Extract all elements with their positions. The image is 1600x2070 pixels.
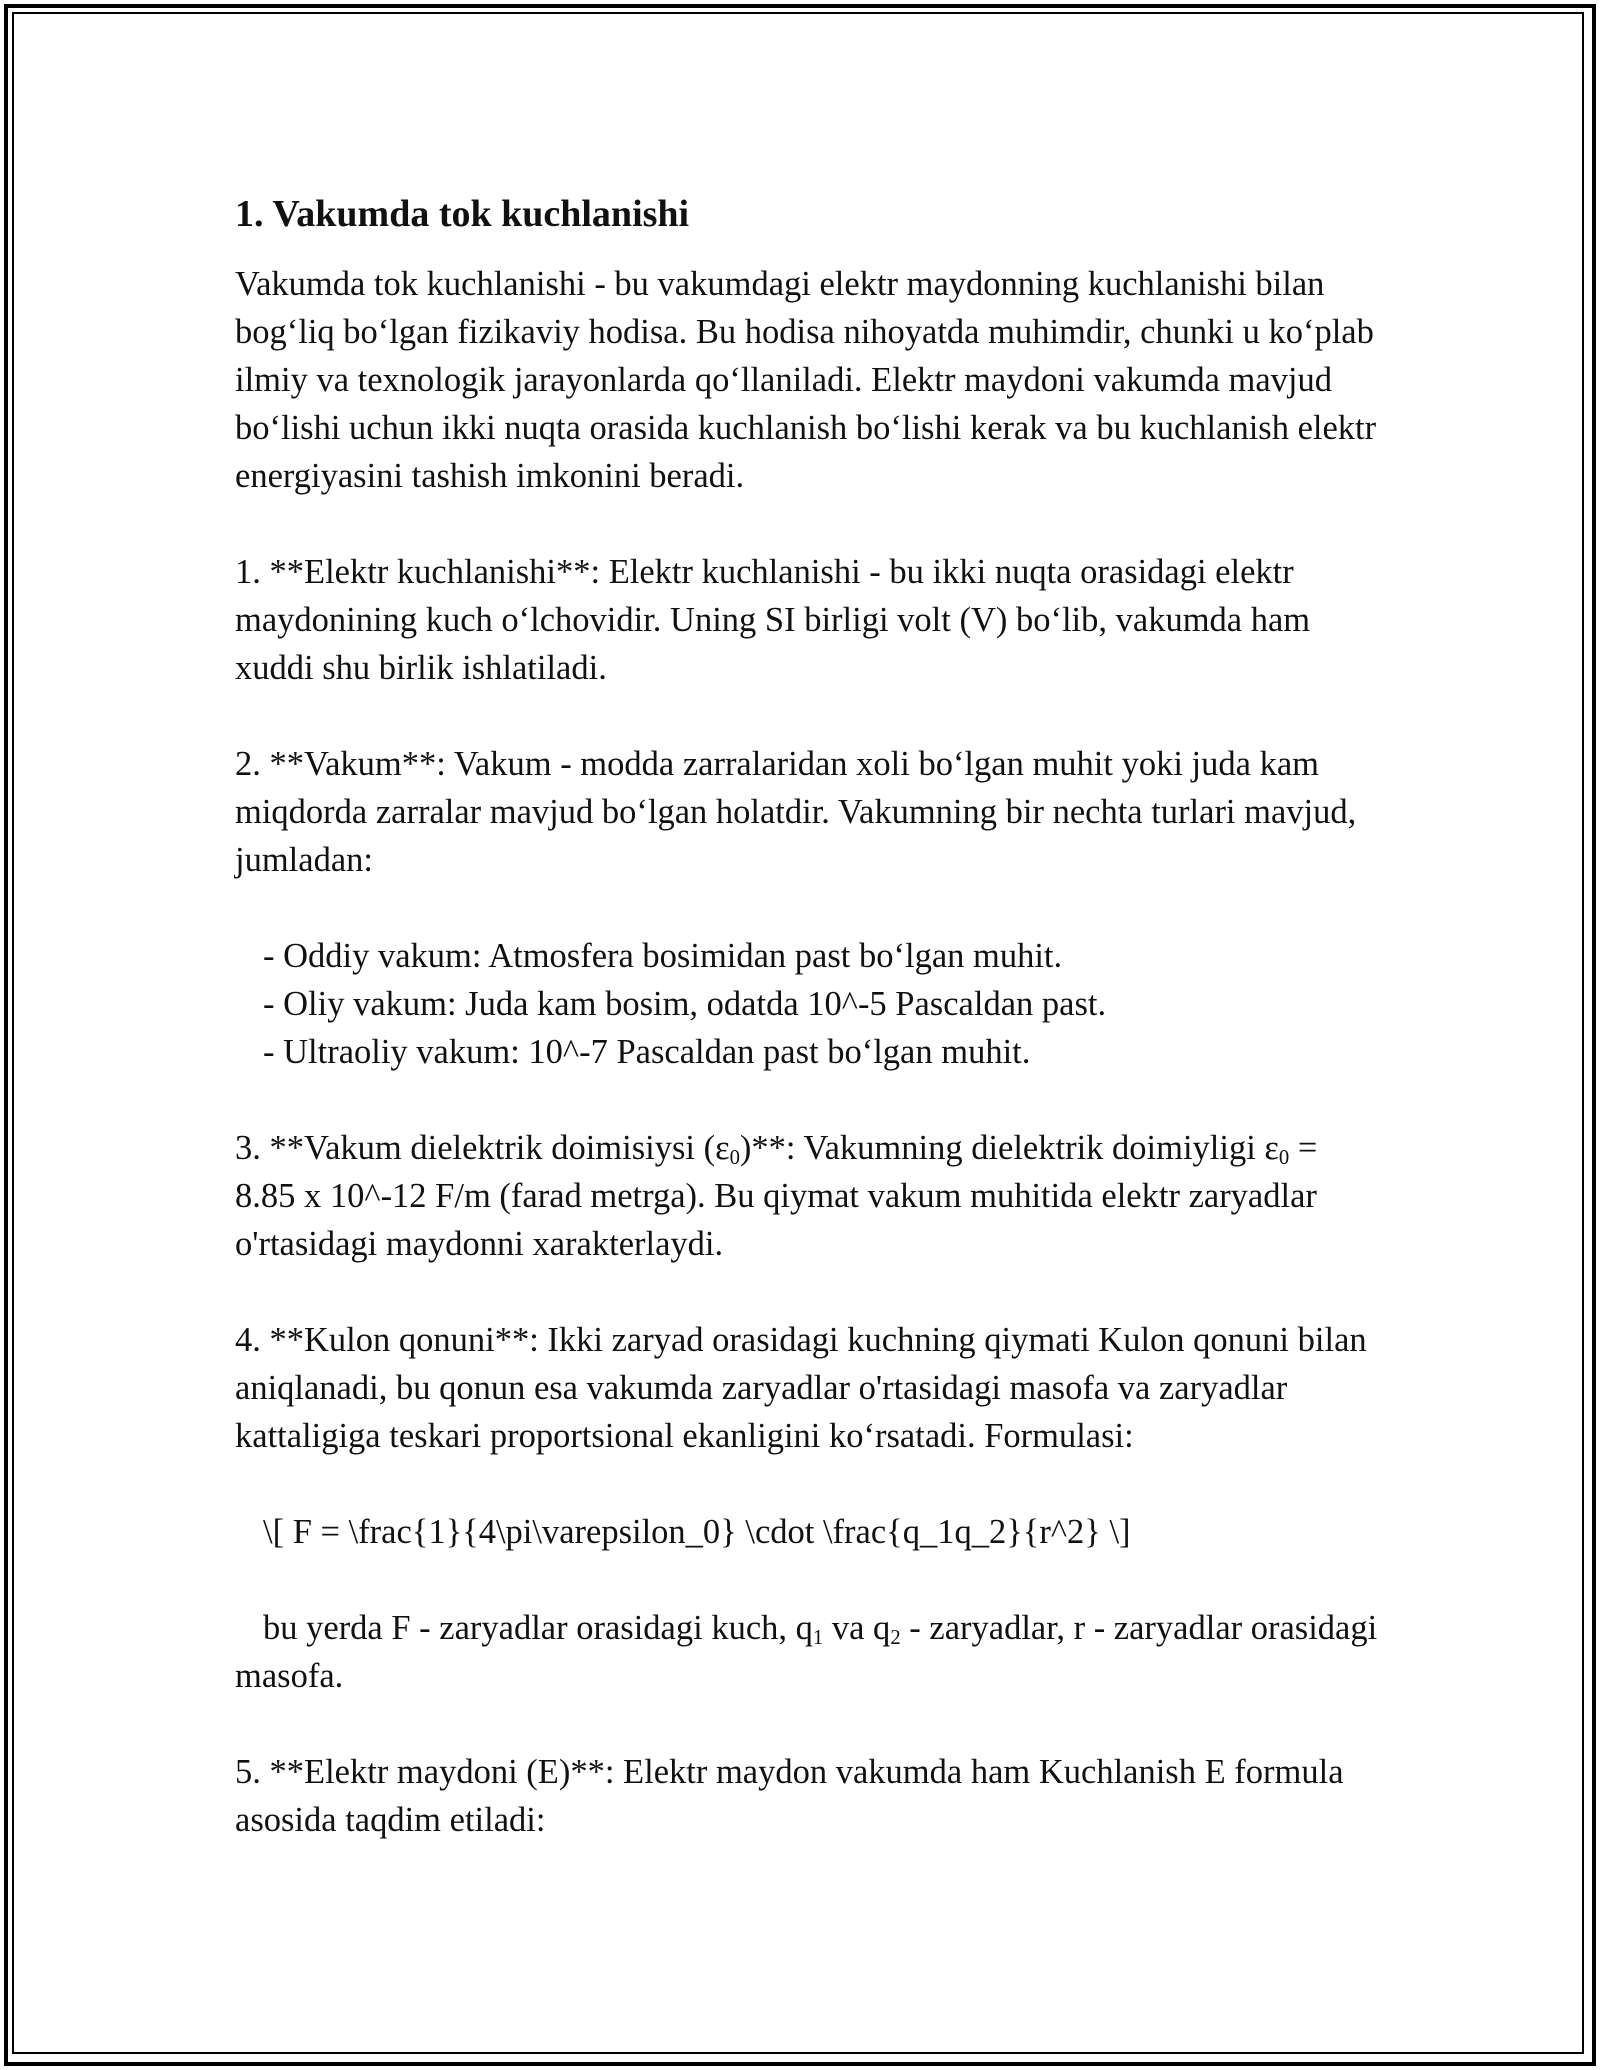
item-1-paragraph: 1. **Elektr kuchlanishi**: Elektr kuchlanishi - bu ikki nuqta orasidagi elektr maydonining kuch o‘lchovidir. Uning SI birligi volt (V) bo‘lib, vakumda ham xuddi shu birlik ishlatiladi. [235,553,1311,687]
explanation-text: bu yerda F - zaryadlar orasidagi kuch, q [263,1609,813,1647]
subscript: 0 [1278,1147,1290,1170]
document-body [235,186,1385,1892]
coulomb-formula: \[ F = \frac{1}{4\pi\varepsilon_0} \cdot \frac{q_1q_2}{r^2} \] [263,1513,1131,1551]
intro-paragraph: Vakumda tok kuchlanishi - bu vakumdagi elektr maydonning kuchlanishi bilan bog‘liq bo‘lgan fizikaviy hodisa. Bu hodisa nihoyatda muhimdir, chunki u ko‘plab ilmiy va texnologik jarayonlarda qo‘llaniladi. Elektr maydoni vakumda mavjud bo‘lishi uchun ikki nuqta orasida kuchlanish bo‘lishi kerak va bu kuchlanish elektr energiyasini tashish imkonini beradi. [235,265,1377,495]
subscript: 1 [812,1627,824,1650]
item-3-text: 3. **Vakum dielektrik doimisiysi (ε [235,1129,730,1167]
formula-explanation [235,1604,1385,1700]
subscript: 2 [890,1627,901,1650]
item-3-paragraph [235,1124,1385,1268]
list-item: - Ultraoliy vakum: 10^-7 Pascaldan past bo‘lgan muhit. [263,1033,1031,1071]
item-2-paragraph: 2. **Vakum**: Vakum - modda zarralaridan xoli bo‘lgan muhit yoki juda kam miqdorda zarralar mavjud bo‘lgan holatdir. Vakumning bir nechta turlari mavjud, jumladan: [235,745,1357,879]
item-4-paragraph: 4. **Kulon qonuni**: Ikki zaryad orasidagi kuchning qiymati Kulon qonuni bilan aniqlanadi, bu qonun esa vakumda zaryadlar o'rtasidagi masofa va zaryadlar kattaligiga teskari proportsional ekanligini ko‘rsatadi. Formulasi: [235,1321,1367,1455]
item-3-text: = 8.85 x 10^-12 F/m (farad metrga). Bu qiymat vakum muhitida elektr zaryadlar o'rtasidagi maydonni xarakterlaydi. [235,1129,1318,1263]
list-item: - Oddiy vakum: Atmosfera bosimidan past bo‘lgan muhit. [263,937,1063,975]
section-heading: 1. Vakumda tok kuchlanishi [235,193,690,235]
vacuum-types-list [235,932,1385,1076]
explanation-text: - zaryadlar, r - zaryadlar orasidagi masofa. [235,1609,1378,1695]
item-3-text: )**: Vakumning dielektrik doimiyligi ε [739,1129,1279,1167]
explanation-text: va q [823,1609,891,1647]
item-5-paragraph: 5. **Elektr maydoni (E)**: Elektr maydon vakumda ham Kuchlanish E formula asosida taqdim etiladi: [235,1753,1344,1839]
subscript: 0 [729,1147,740,1170]
list-item: - Oliy vakum: Juda kam bosim, odatda 10^-5 Pascaldan past. [263,985,1107,1023]
